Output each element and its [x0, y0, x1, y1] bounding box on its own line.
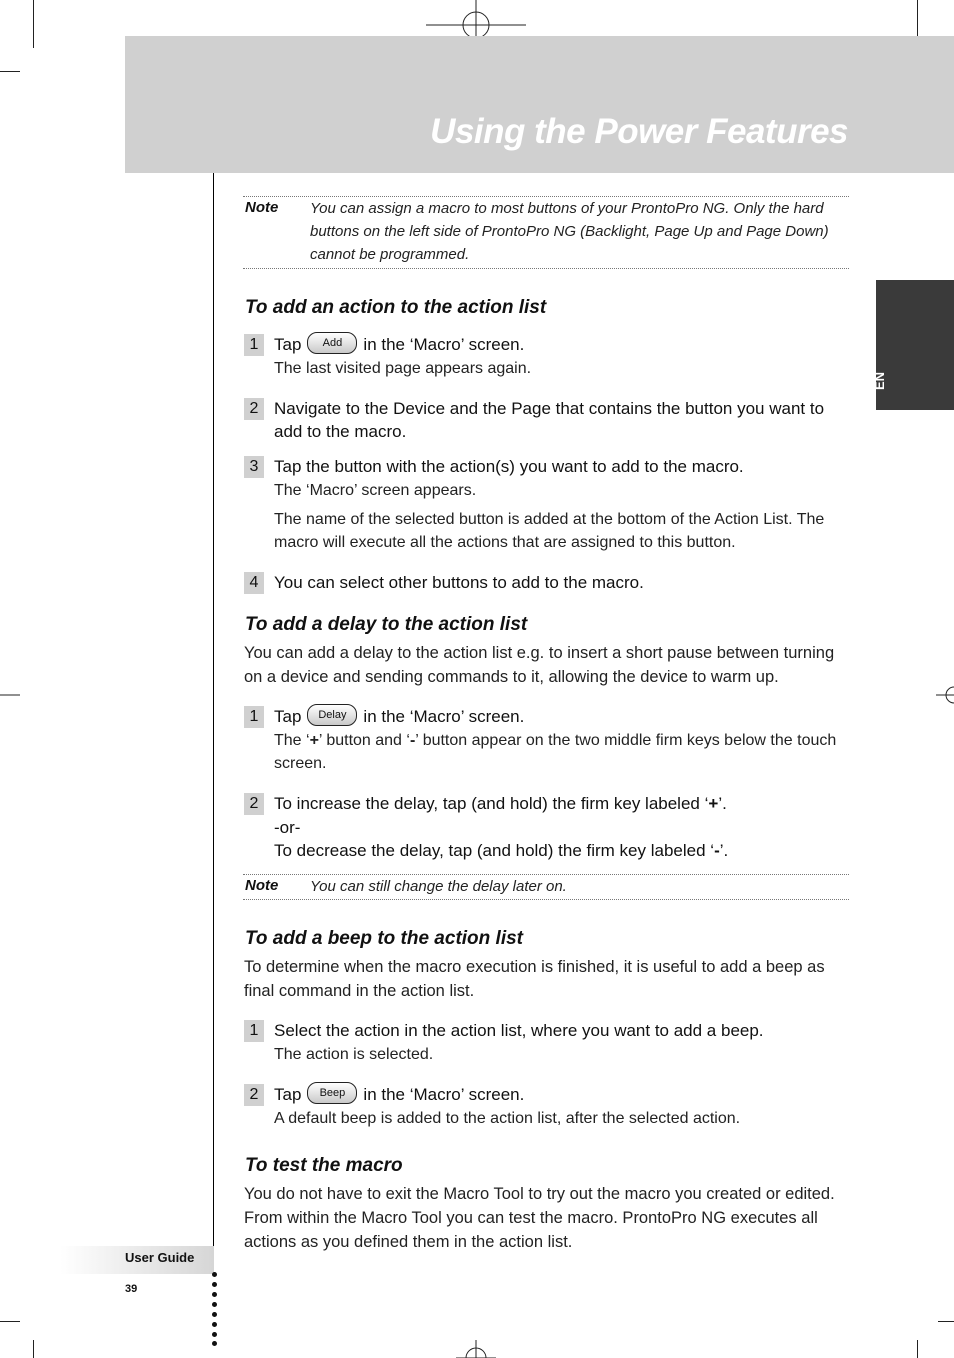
note-label: Note	[245, 877, 279, 894]
step-number: 3	[244, 456, 264, 478]
section-heading: To add a delay to the action list	[245, 614, 528, 635]
step-result: The last visited page appears again.	[274, 360, 532, 377]
beep-button: Beep	[307, 1082, 357, 1104]
step-text	[274, 792, 849, 815]
note-label: Note	[245, 199, 279, 216]
section-intro: To determine when the macro execution is finished, it is useful to add a beep as final command in the action list.	[244, 958, 825, 1000]
crop-mark	[0, 1321, 20, 1322]
decorative-dot	[212, 1341, 217, 1346]
crop-mark	[0, 71, 20, 72]
text-part: ’ button and ‘	[318, 732, 410, 749]
text-part: The ‘	[274, 732, 310, 749]
decorative-dot	[212, 1272, 217, 1277]
step-number: 1	[244, 1020, 264, 1042]
section-text: You do not have to exit the Macro Tool to try out the macro you created or edited. From within the Macro Tool you can test the macro. ProntoPro NG executes all actions as you defined them in the action list.	[244, 1185, 835, 1251]
step-number: 2	[244, 793, 264, 815]
step-text: You can select other buttons to add to the macro.	[274, 573, 644, 592]
plus-key: +	[708, 794, 719, 813]
divider	[243, 268, 849, 269]
section-intro: You can add a delay to the action list e.g. to insert a short pause between turning on a device and sending commands to it, allowing the device to warm up.	[244, 644, 835, 686]
step-text	[274, 1083, 849, 1107]
note-text: You can still change the delay later on.	[310, 878, 567, 895]
crop-mark	[33, 0, 34, 48]
section-heading: To add a beep to the action list	[245, 928, 523, 949]
decorative-dot	[212, 1312, 217, 1317]
step-number: 1	[244, 334, 264, 356]
step-number: 4	[244, 572, 264, 594]
step-number: 2	[244, 1084, 264, 1106]
registration-mark	[936, 680, 954, 710]
step-pre: Tap	[274, 1085, 302, 1104]
registration-mark	[456, 1340, 496, 1358]
step-post: in the ‘Macro’ screen.	[363, 707, 525, 726]
step-text: Tap the button with the action(s) you want to add to the macro.	[274, 457, 744, 476]
decorative-dot	[212, 1282, 217, 1287]
minus-key: -	[714, 841, 720, 860]
or-separator: -or-	[274, 818, 301, 837]
step-pre: Tap	[274, 707, 302, 726]
plus-key: +	[309, 732, 319, 749]
language-tab	[876, 280, 954, 410]
section-heading: To add an action to the action list	[245, 297, 547, 318]
step-pre: Tap	[274, 335, 302, 354]
add-button: Add	[307, 332, 357, 354]
text-part: ’ button appear on the two middle firm keys below the touch screen.	[274, 732, 837, 772]
language-tab-label: EN	[872, 371, 887, 390]
registration-mark	[0, 680, 20, 710]
step-text	[274, 839, 849, 862]
page-title: Using the Power Features	[430, 112, 848, 151]
divider	[243, 899, 849, 900]
minus-key: -	[409, 732, 416, 749]
step-post: in the ‘Macro’ screen.	[363, 1085, 525, 1104]
step-number: 1	[244, 706, 264, 728]
crop-mark	[33, 1340, 34, 1358]
step-result: The name of the selected button is added at the bottom of the Action List. The macro will execute all the actions that are assigned to this button.	[274, 511, 825, 551]
decorative-dot	[212, 1302, 217, 1307]
step-post: in the ‘Macro’ screen.	[363, 335, 525, 354]
text-part: To increase the delay, tap (and hold) the firm key labeled ‘	[274, 794, 709, 813]
step-text	[274, 333, 849, 357]
decorative-dot	[212, 1322, 217, 1327]
step-result: The ‘Macro’ screen appears.	[274, 482, 477, 499]
step-text: Navigate to the Device and the Page that contains the button you want to add to the macro.	[274, 399, 825, 441]
decorative-dot	[212, 1332, 217, 1337]
text-part: To decrease the delay, tap (and hold) the firm key labeled ‘	[274, 841, 715, 860]
section-heading: To test the macro	[245, 1155, 403, 1176]
step-result	[274, 729, 849, 775]
margin-rule	[213, 173, 214, 1275]
step-number: 2	[244, 398, 264, 420]
note-text: You can assign a macro to most buttons of your ProntoPro NG. Only the hard buttons on the left side of ProntoPro NG (Backlight, Page Up and Page Down) cannot be programmed.	[310, 200, 829, 263]
crop-mark	[938, 1321, 954, 1322]
page-number: 39	[125, 1283, 138, 1295]
footer-label: User Guide	[125, 1250, 195, 1265]
step-text: Select the action in the action list, where you want to add a beep.	[274, 1021, 764, 1040]
header-band	[125, 36, 954, 173]
crop-mark	[917, 1340, 918, 1358]
delay-button: Delay	[307, 704, 357, 726]
decorative-dot	[212, 1292, 217, 1297]
text-part: ’.	[719, 841, 729, 860]
step-result: The action is selected.	[274, 1046, 434, 1063]
text-part: ’.	[718, 794, 727, 813]
step-text	[274, 705, 849, 729]
step-result: A default beep is added to the action list, after the selected action.	[274, 1110, 741, 1127]
